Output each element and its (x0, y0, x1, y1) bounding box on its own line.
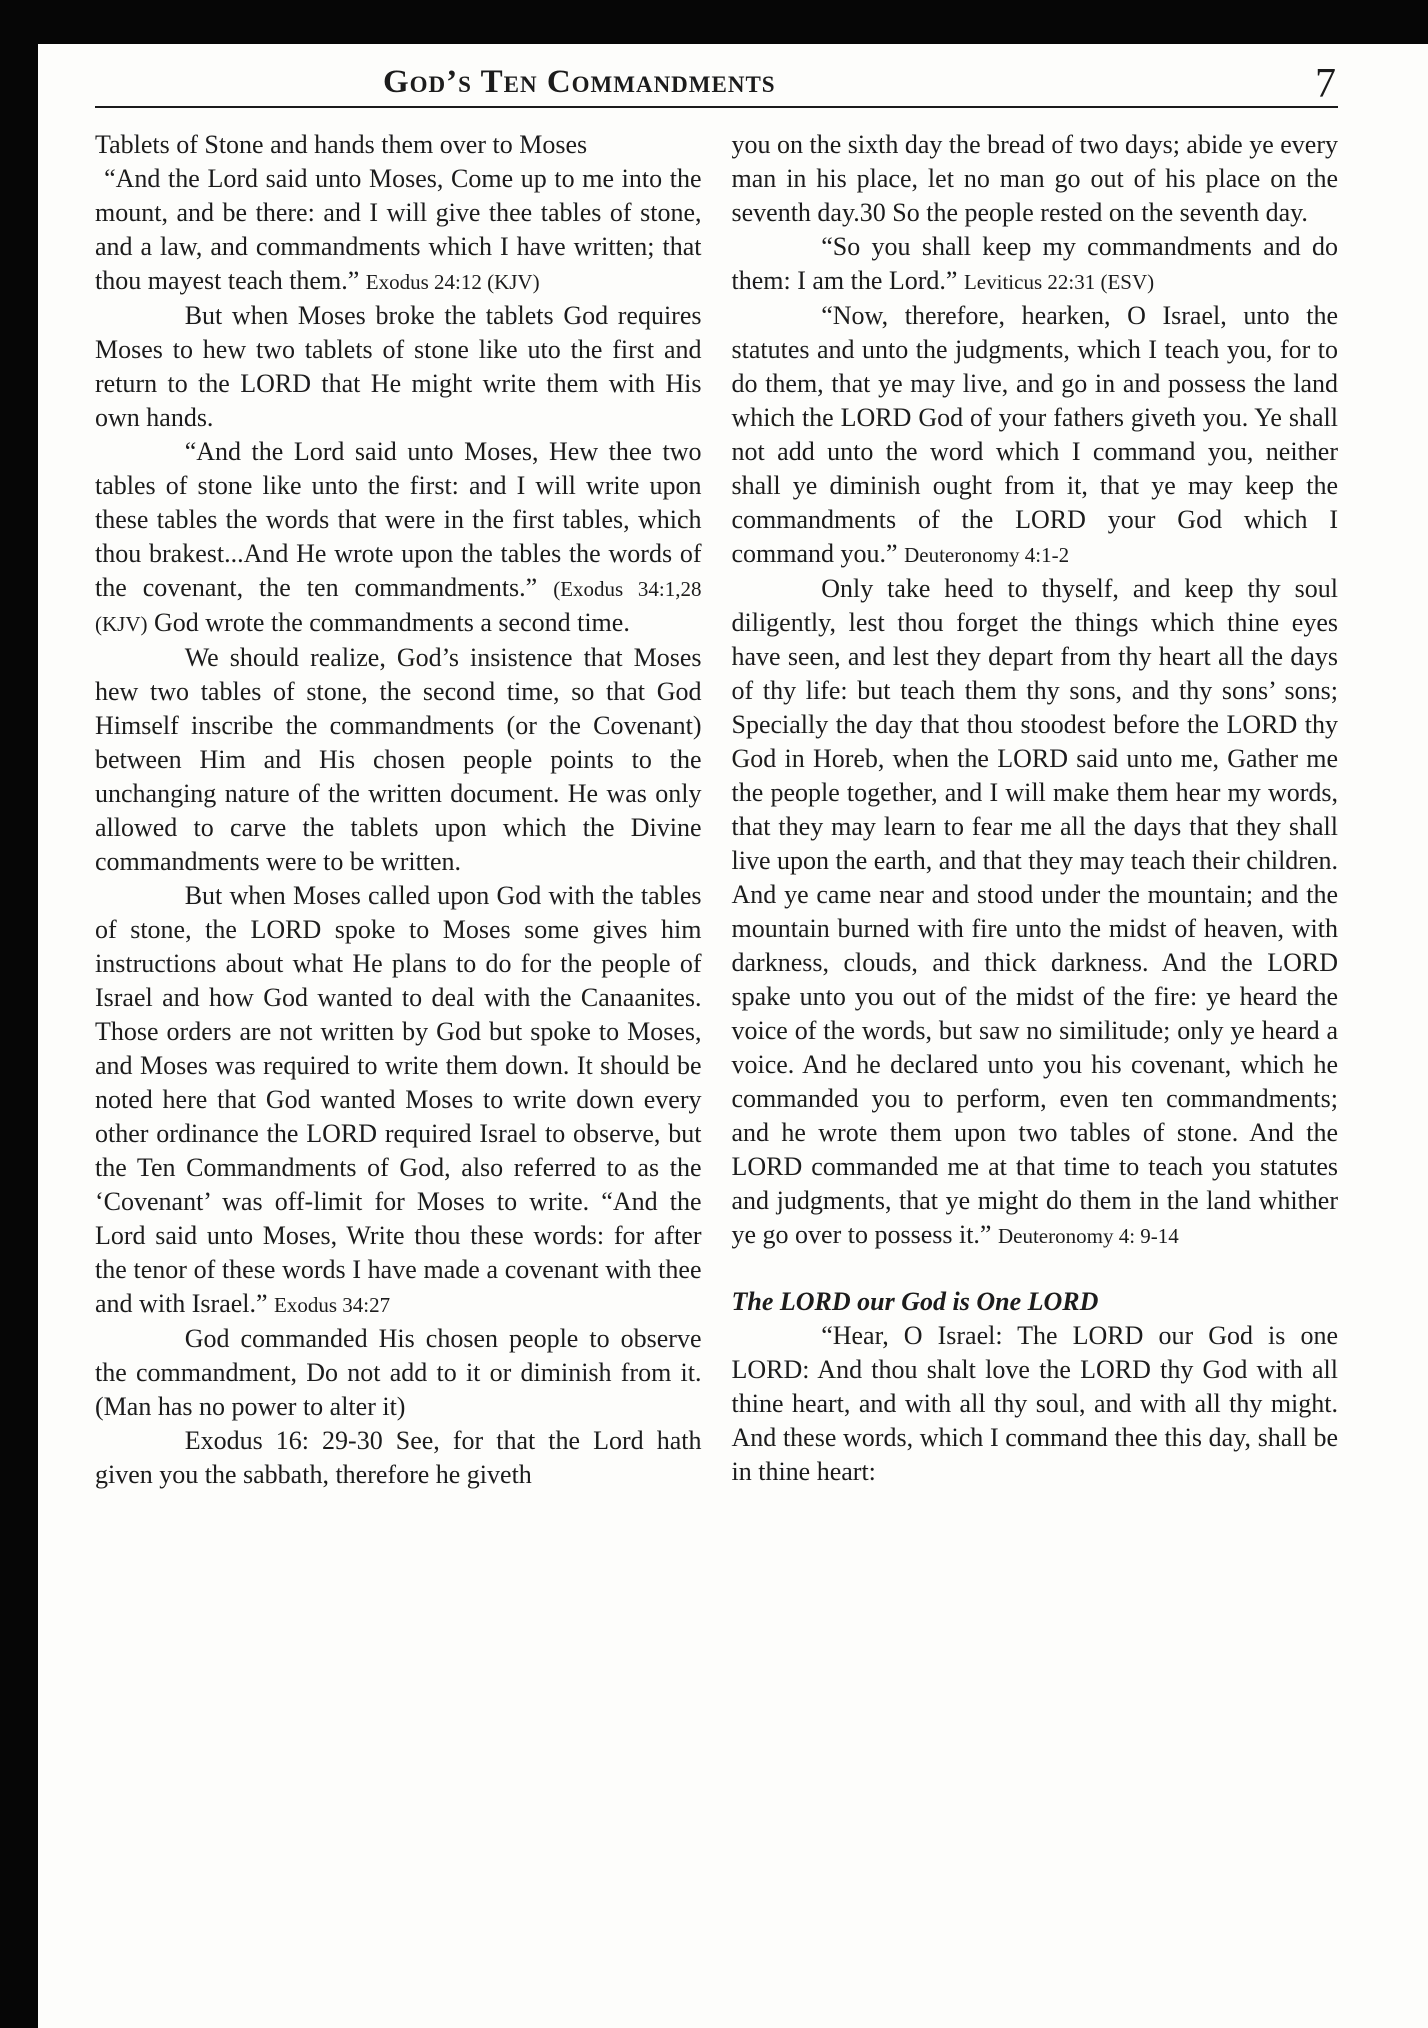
body-text: But when Moses broke the tablets God requires Moses to hew two tablets of stone like uto the first and return to the LORD that He might write them with His own hands. (95, 301, 702, 432)
paragraph (732, 299, 1339, 572)
running-header (95, 56, 1338, 108)
body-text: God wrote the commandments a second time. (147, 608, 630, 637)
paragraph (95, 1424, 702, 1492)
section-heading (732, 1285, 1339, 1319)
body-text: We should realize, God’s insistence that Moses hew two tables of stone, the second time, so that God Himself inscribe the commandments (or the Covenant) between Him and His chosen people points to the unchanging nature of the written document. He was only allowed to carve the tablets upon which the Divine commandments were to be written. (95, 643, 702, 876)
scripture-citation: Leviticus 22:31 (ESV) (963, 270, 1155, 294)
page-number: 7 (1315, 61, 1336, 107)
scan-edge-top (0, 0, 1428, 44)
body-text: “And the Lord said unto Moses, Come up to me into the mount, and be there: and I will give thee tables of stone, and a law, and commandments which I have written; that thou mayest teach them.” (95, 164, 702, 295)
body-text: “So you shall keep my commandments and do them: I am the Lord.” (731, 232, 1338, 295)
paragraph (732, 572, 1339, 1253)
body-text: “And the Lord said unto Moses, Hew thee two tables of stone like unto the first: and I will write upon these tables the words that were in the first tables, which thou brakest...And He wrote upon the tables the words of the covenant, the ten commandments.” (95, 437, 702, 602)
paragraph (95, 641, 702, 879)
paragraph (732, 128, 1339, 230)
body-text: “Hear, O Israel: The LORD our God is one LORD: And thou shalt love the LORD thy God with all thine heart, and with all thy soul, and with all thy might. And these words, which I command thee this day, shall be in thine heart: (731, 1321, 1338, 1486)
book-page (38, 44, 1428, 1492)
body-text: The LORD our God is One LORD (731, 1287, 1099, 1316)
scripture-citation: Exodus 24:12 (KJV) (365, 270, 540, 294)
paragraph (95, 162, 702, 299)
paragraph (95, 879, 702, 1322)
scripture-citation: Deuteronomy 4:1-2 (904, 543, 1070, 567)
right-column (732, 128, 1339, 1492)
paragraph (95, 1322, 702, 1424)
body-text: you on the sixth day the bread of two days; abide ye every man in his place, let no man go out of his place on the seventh day.30 So the people rested on the seventh day. (731, 130, 1338, 227)
body-text: “Now, therefore, hearken, O Israel, unto the statutes and unto the judgments, which I teach you, for to do them, that ye may live, and go in and possess the land which the LORD God of your fathers giveth you. Ye shall not add unto the word which I command you, neither shall ye diminish ought from it, that ye may keep the commandments of the LORD your God which I command you.” (731, 301, 1338, 568)
scripture-citation: (Exodus 34:1,28 (KJV) (95, 577, 702, 636)
body-text: God commanded His chosen people to observe the commandment, Do not add to it or diminish from it. (Man has no power to alter it) (95, 1324, 702, 1421)
paragraph (95, 435, 702, 641)
scan-edge-left (0, 0, 38, 2028)
body-text: Tablets of Stone and hands them over to Moses (95, 130, 588, 159)
scripture-citation: Deuteronomy 4: 9-14 (997, 1224, 1179, 1248)
text-columns (95, 128, 1338, 1492)
paragraph (95, 128, 702, 162)
body-text: Only take heed to thyself, and keep thy soul diligently, lest thou forget the things which thine eyes have seen, and lest they depart from thy heart all the days of thy life: but teach them thy sons, and thy sons’ sons; Specially the day that thou stoodest before the LORD thy God in Horeb, when the LORD said unto me, Gather me the people together, and I will make them hear my words, that they may learn to fear me all the days that they shall live upon the earth, and that they may teach their children. And ye came near and stood under the mountain; and the mountain burned with fire unto the midst of heaven, with darkness, clouds, and thick darkness. And the LORD spake unto you out of the midst of the fire: ye heard the voice of the words, but saw no similitude; only ye heard a voice. And he declared unto you his covenant, which he commanded you to perform, even ten commandments; and he wrote them upon two tables of stone. And the LORD commanded me at that time to teach you statutes and judgments, that ye might do them in the land whither ye go over to possess it.” (731, 574, 1338, 1249)
scripture-citation: Exodus 34:27 (274, 1293, 391, 1317)
paragraph (732, 230, 1339, 299)
page-title: God’s Ten Commandments (383, 64, 776, 100)
body-text: Exodus 16: 29-30 See, for that the Lord hath given you the sabbath, therefore he giveth (95, 1426, 702, 1489)
paragraph (732, 1319, 1339, 1489)
left-column (95, 128, 702, 1492)
paragraph (95, 299, 702, 435)
body-text: But when Moses called upon God with the tables of stone, the LORD spoke to Moses some gives him instructions about what He plans to do for the people of Israel and how God wanted to deal with the Canaanites. Those orders are not written by God but spoke to Moses, and Moses was required to write them down. It should be noted here that God wanted Moses to write down every other ordinance the LORD required Israel to observe, but the Ten Commandments of God, also referred to as the ‘Covenant’ was off-limit for Moses to write. “And the Lord said unto Moses, Write thou these words: for after the tenor of these words I have made a covenant with thee and with Israel.” (95, 881, 702, 1318)
